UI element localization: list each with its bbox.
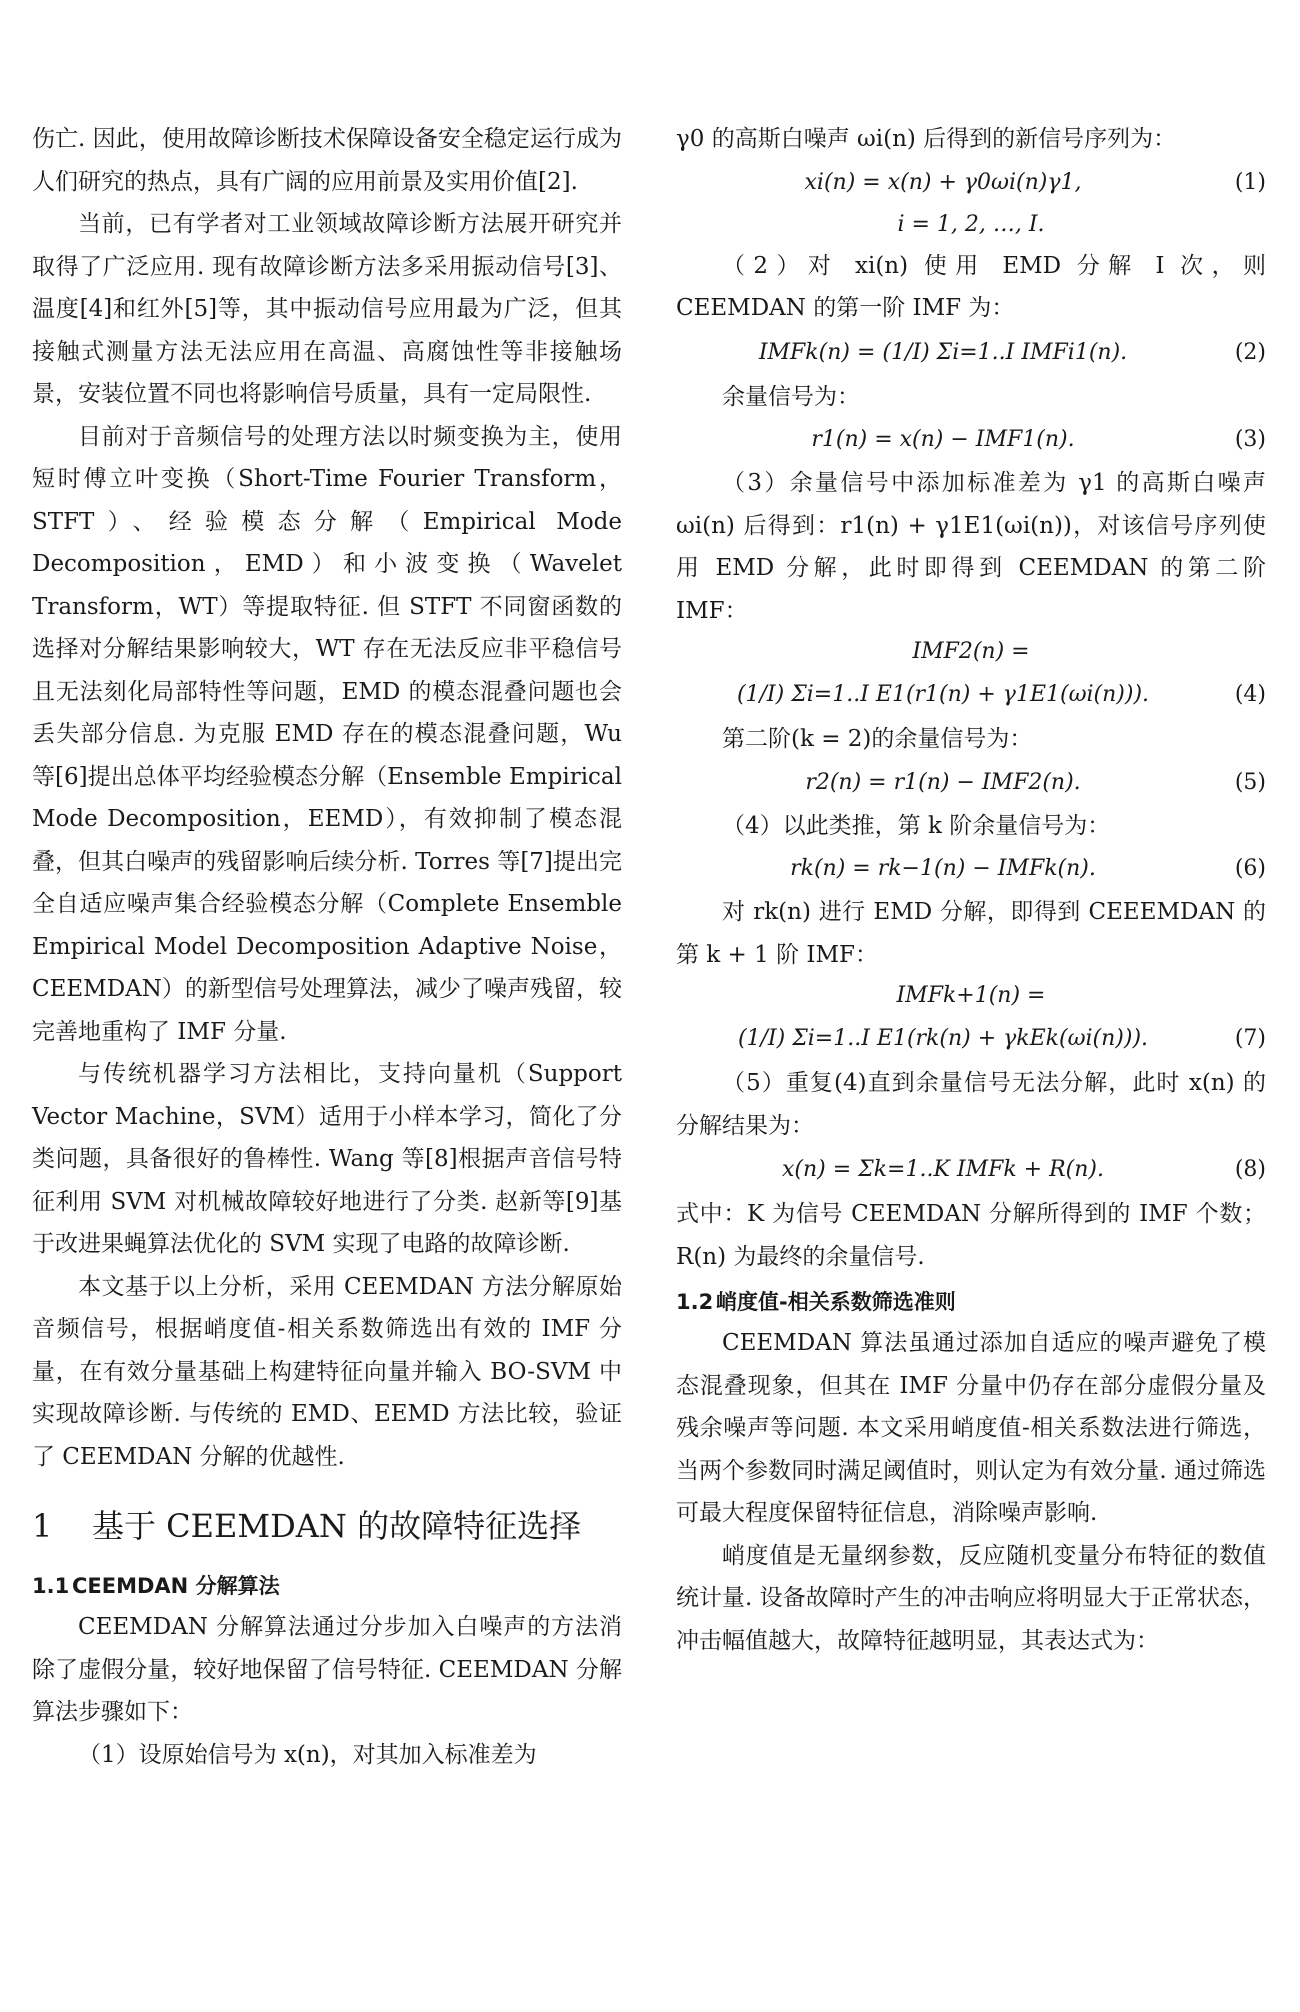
equation-body: r2(n) = r1(n) − IMF2(n).	[805, 769, 1081, 795]
paragraph: 目前对于音频信号的处理方法以时频变换为主，使用短时傅立叶变换（Short-Time Fourier Transform，STFT）、经验模态分解（Empirical Mode Decomposition，EMD）和小波变换（Wavelet Transform，WT）等提取特征. 但 STFT 不同窗函数的选择对分解结果影响较大，WT 存在无法反应非平稳信号且无法刻化局部特性等问题，EMD 的模态混叠问题也会丢失部分信息. 为克服 EMD 存在的模态混叠问题，Wu 等[6]提出总体平均经验模态分解（Ensemble Empirical Mode Decomposition，EEMD），有效抑制了模态混叠，但其白噪声的残留影响后续分析. Torres 等[7]提出完全自适应噪声集合经验模态分解（Complete Ensemble Empirical Model Decomposition Adaptive Noise，CEEMDAN）的新型信号处理算法，减少了噪声残留，较完善地重构了 IMF 分量.	[32, 423, 622, 1045]
equation-number: (5)	[1234, 769, 1266, 795]
equation-4	[676, 674, 1266, 716]
paragraph: 伤亡. 因此，使用故障诊断技术保障设备安全稳定运行成为人们研究的热点，具有广阔的应用前景及实用价值[2].	[32, 126, 622, 195]
subsection-number: 1.1	[32, 1574, 70, 1598]
paragraph: （3）余量信号中添加标准差为 γ1 的高斯白噪声 ωi(n) 后得到：r1(n) + γ1E1(ωi(n))，对该信号序列使用 EMD 分解，此时即得到 CEEMDAN 的第二阶 IMF：	[676, 470, 1266, 624]
right-column	[676, 118, 1266, 1662]
equation-4-lhs: IMF2(n) =	[912, 639, 1030, 664]
equation-number: (7)	[1234, 1026, 1266, 1051]
equation-body: (1/I) Σi=1..I E1(rk(n) + γkEk(ωi(n))).	[737, 1026, 1149, 1051]
equation-2	[676, 332, 1266, 374]
subsection-number: 1.2	[676, 1290, 714, 1314]
equation-7	[676, 1018, 1266, 1060]
paragraph: 与传统机器学习方法相比，支持向量机（Support Vector Machine，SVM）适用于小样本学习，简化了分类问题，具备很好的鲁棒性. Wang 等[8]根据声音信号特征利用 SVM 对机械故障较好地进行了分类. 赵新等[9]基于改进果蝇算法优化的 SVM 实现了电路的故障诊断.	[32, 1061, 622, 1257]
paragraph: 式中：K 为信号 CEEMDAN 分解所得到的 IMF 个数；R(n) 为最终的余量信号.	[676, 1201, 1266, 1270]
equation-number: (2)	[1234, 339, 1266, 365]
equation-6	[676, 849, 1266, 889]
equation-number: (6)	[1234, 856, 1266, 881]
paragraph: （1）设原始信号为 x(n)，对其加入标准差为	[78, 1741, 537, 1768]
equation-body: IMFk(n) = (1/I) Σi=1..I IMFi1(n).	[758, 339, 1128, 365]
equation-3	[676, 420, 1266, 460]
paragraph: CEEMDAN 算法虽通过添加自适应的噪声避免了模态混叠现象，但其在 IMF 分量中仍存在部分虚假分量及残余噪声等问题. 本文采用峭度值-相关系数法进行筛选，当两个参数同时满足阈值时，则认定为有效分量. 通过筛选可最大程度保留特征信息，消除噪声影响.	[676, 1330, 1266, 1526]
section-number: 1	[32, 1507, 53, 1545]
equation-number: (8)	[1234, 1157, 1266, 1182]
equation-number: (1)	[1234, 169, 1266, 195]
paragraph: （4）以此类推，第 k 阶余量信号为：	[722, 812, 1111, 839]
equation-8	[676, 1149, 1266, 1191]
equation-5	[676, 763, 1266, 803]
paragraph: 余量信号为：	[722, 383, 860, 410]
equation-body: x(n) = Σk=1..K IMFk + R(n).	[781, 1157, 1105, 1182]
equation-body: xi(n) = x(n) + γ0ωi(n)γ1,	[804, 169, 1082, 195]
equation-body: rk(n) = rk−1(n) − IMFk(n).	[790, 856, 1096, 881]
section-title: 基于 CEEMDAN 的故障特征选择	[92, 1507, 582, 1545]
left-column	[32, 118, 622, 1776]
subsection-title: 峭度值-相关系数筛选准则	[716, 1290, 956, 1314]
equation-7-lhs: IMFk+1(n) =	[896, 983, 1046, 1008]
subsection-title: CEEMDAN 分解算法	[72, 1574, 280, 1598]
paragraph: 峭度值是无量纲参数，反应随机变量分布特征的数值统计量. 设备故障时产生的冲击响应将明显大于正常状态，冲击幅值越大，故障特征越明显，其表达式为：	[676, 1542, 1266, 1654]
equation-body: r1(n) = x(n) − IMF1(n).	[811, 427, 1075, 452]
section-heading	[32, 1504, 622, 1548]
paragraph: 本文基于以上分析，采用 CEEMDAN 方法分解原始音频信号，根据峭度值-相关系数筛选出有效的 IMF 分量，在有效分量基础上构建特征向量并输入 BO-SVM 中实现故障诊断. 与传统的 EMD、EEMD 方法比较，验证了 CEEMDAN 分解的优越性.	[32, 1273, 622, 1470]
equation-number: (3)	[1234, 427, 1266, 452]
paragraph: γ0 的高斯白噪声 ωi(n) 后得到的新信号序列为：	[676, 126, 1177, 152]
equation-1	[676, 163, 1266, 203]
paragraph: （5）重复(4)直到余量信号无法分解，此时 x(n) 的分解结果为：	[676, 1070, 1266, 1139]
paragraph: CEEMDAN 分解算法通过分步加入白噪声的方法消除了虚假分量，较好地保留了信号特征. CEEMDAN 分解算法步骤如下：	[32, 1614, 622, 1725]
paragraph: 第二阶(k = 2)的余量信号为：	[722, 726, 1033, 752]
equation-continuation: i = 1, 2, …, I.	[897, 211, 1045, 237]
paragraph: （2）对 xi(n) 使用 EMD 分解 I 次，则 CEEMDAN 的第一阶 IMF 为：	[676, 252, 1266, 321]
equation-body: (1/I) Σi=1..I E1(r1(n) + γ1E1(ωi(n))).	[736, 682, 1150, 707]
equation-number: (4)	[1234, 682, 1266, 707]
paragraph: 对 rk(n) 进行 EMD 分解，即得到 CEEEMDAN 的第 k + 1 阶 IMF：	[676, 899, 1266, 968]
paragraph: 当前，已有学者对工业领域故障诊断方法展开研究并取得了广泛应用. 现有故障诊断方法多采用振动信号[3]、温度[4]和红外[5]等，其中振动信号应用最为广泛，但其接触式测量方法无法应用在高温、高腐蚀性等非接触场景，安装位置不同也将影响信号质量，具有一定局限性.	[32, 211, 622, 407]
subsection-heading	[32, 1566, 622, 1606]
subsection-heading	[676, 1282, 1266, 1322]
